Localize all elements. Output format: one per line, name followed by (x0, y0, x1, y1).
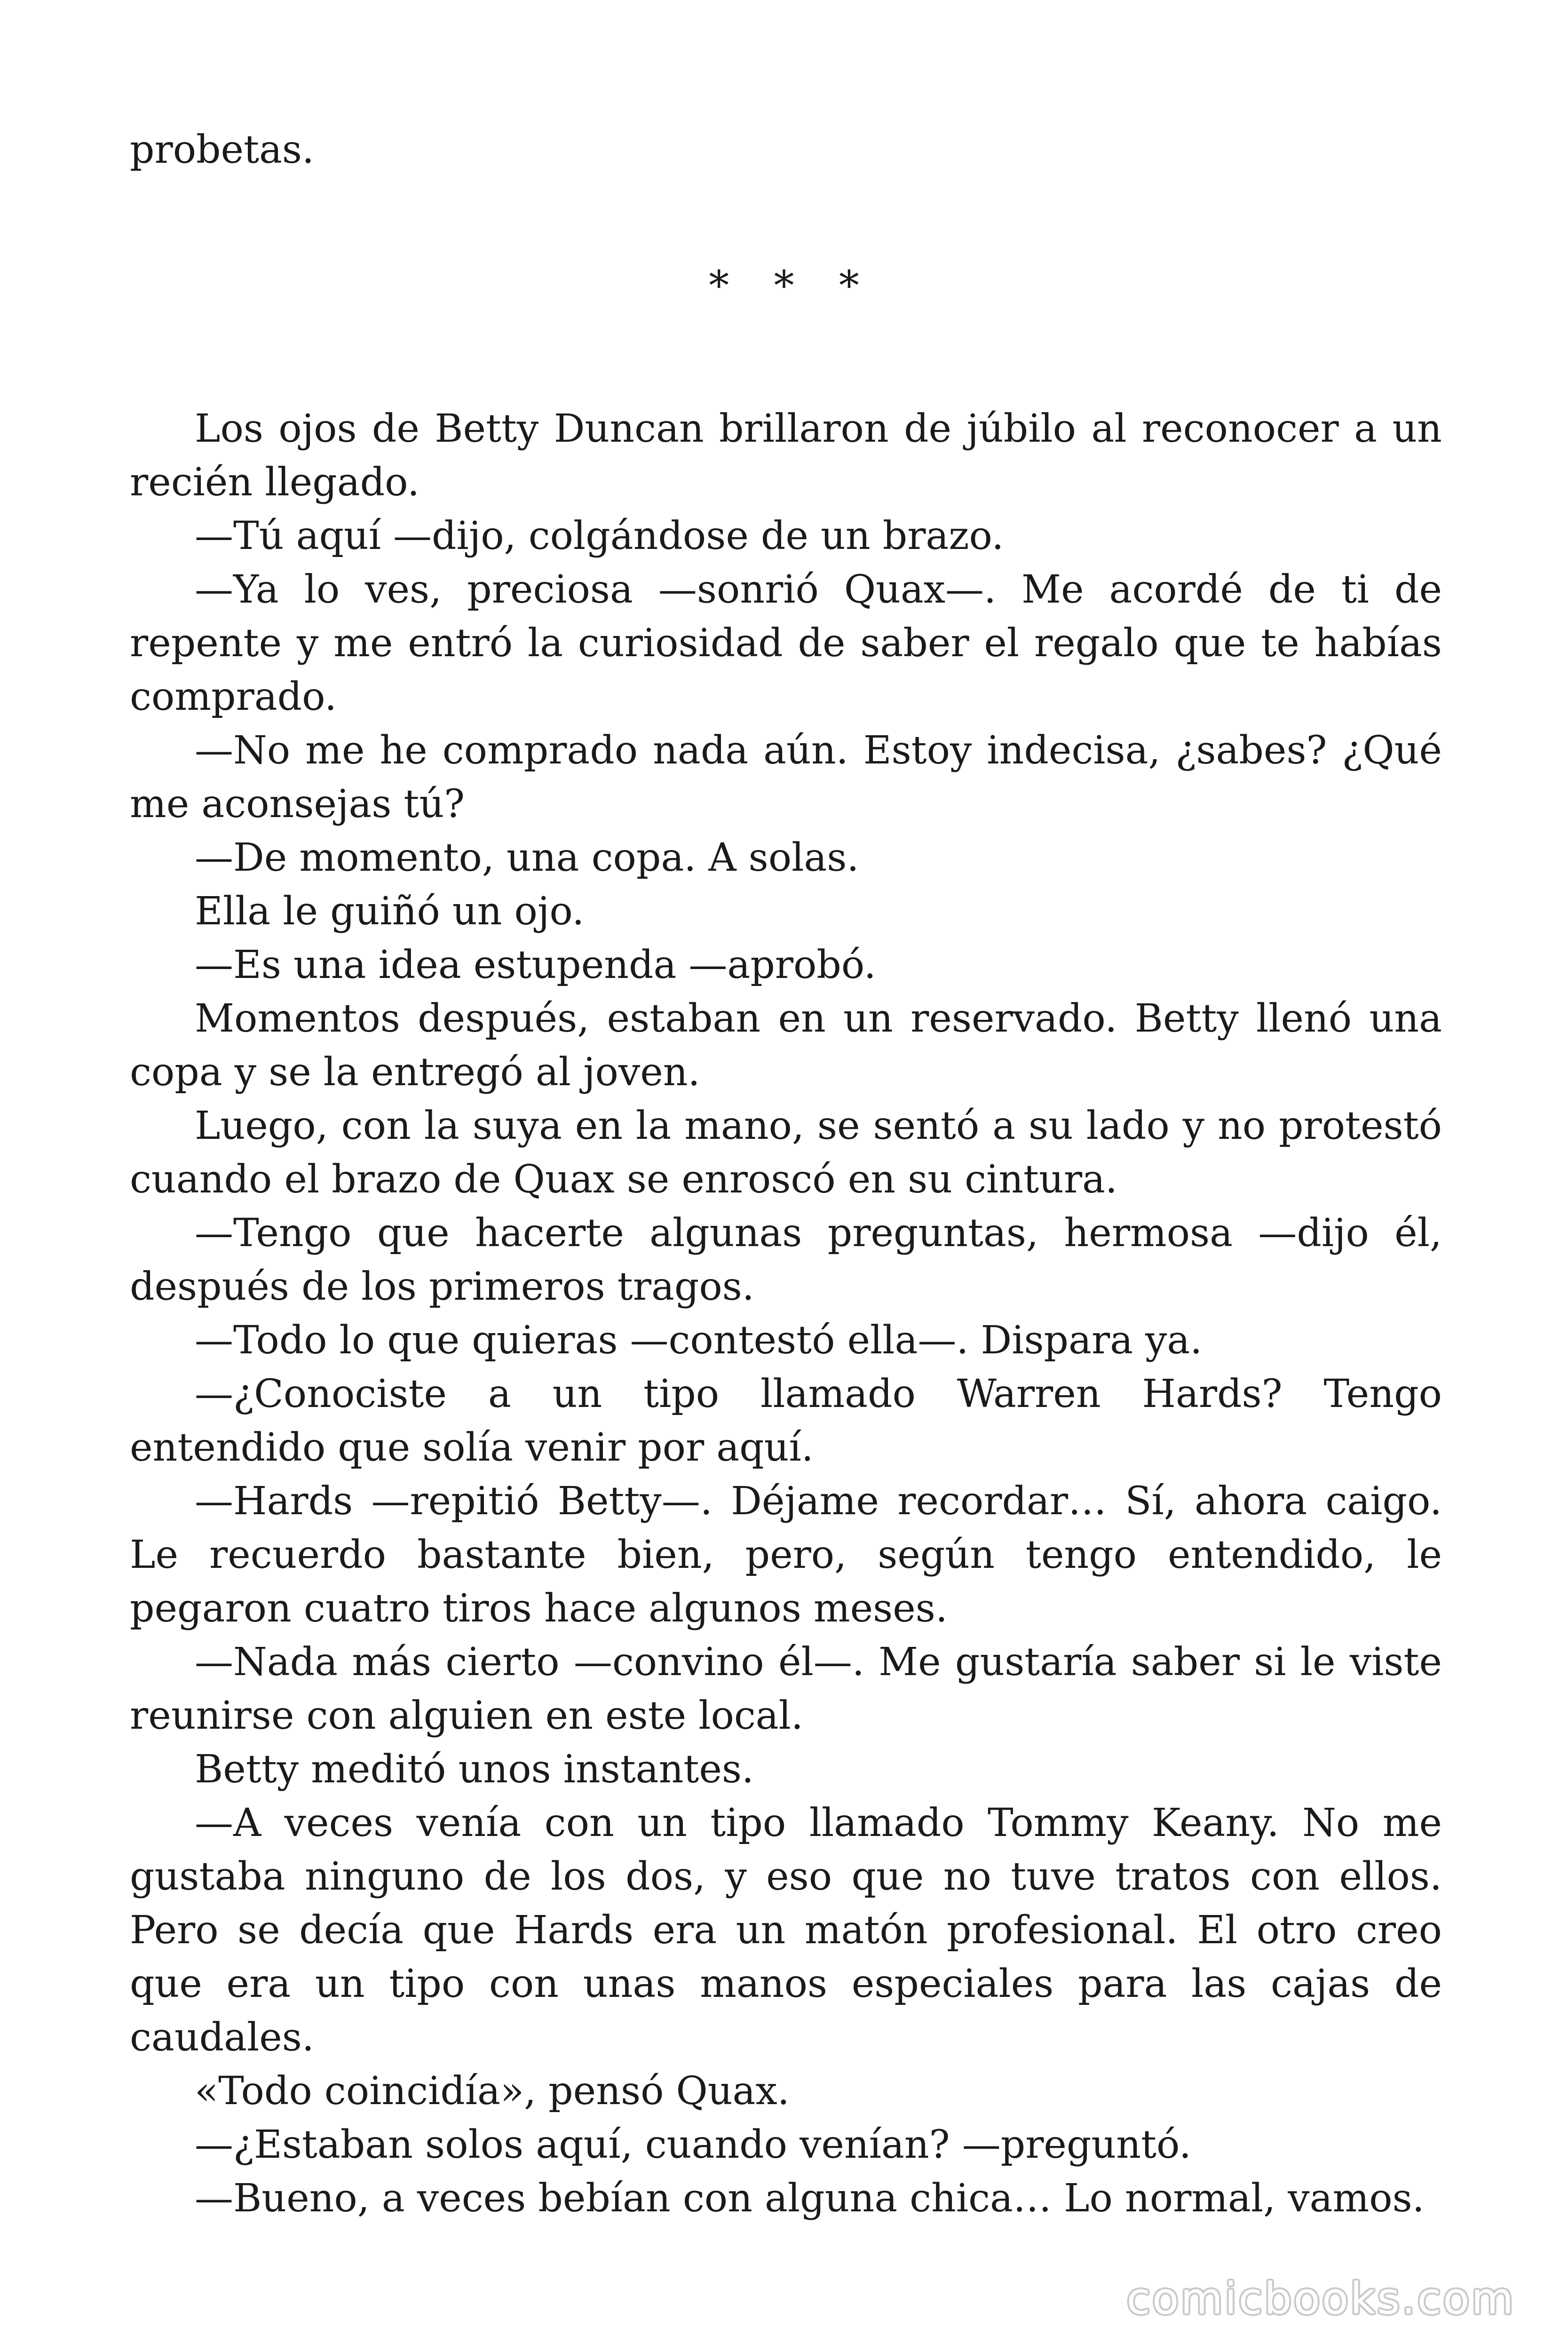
paragraph: —Nada más cierto —convino él—. Me gustaría saber si le viste reunirse con alguien en este local. (130, 1640, 1442, 1738)
paragraph: —No me he comprado nada aún. Estoy indecisa, ¿sabes? ¿Qué me aconsejas tú? (130, 728, 1442, 826)
paragraph: —De momento, una copa. A solas. (195, 835, 859, 880)
paragraph: —Tengo que hacerte algunas preguntas, hermosa —dijo él, después de los primeros tragos. (130, 1211, 1442, 1309)
scene-break: * * * (709, 262, 875, 310)
body-text (130, 402, 1442, 2225)
paragraph: —¿Estaban solos aquí, cuando venían? —preguntó. (195, 2122, 1191, 2167)
paragraph: —A veces venía con un tipo llamado Tommy Keany. No me gustaba ninguno de los dos, y eso que no tuve tratos con ellos. Pero se decía que Hards era un matón profesional. El otro creo que era un tipo con unas manos especiales para las cajas de caudales. (130, 1801, 1442, 2060)
paragraph: —Ya lo ves, preciosa —sonrió Quax—. Me acordé de ti de repente y me entró la curiosidad de saber el regalo que te habías comprado. (130, 567, 1442, 719)
paragraph: —Bueno, a veces bebían con alguna chica… Lo normal, vamos. (195, 2176, 1425, 2221)
watermark: comicbooks.com (1126, 2273, 1515, 2324)
paragraph: —Hards —repitió Betty—. Déjame recordar… Sí, ahora caigo. Le recuerdo bastante bien, pero, según tengo entendido, le pegaron cuatro tiros hace algunos meses. (130, 1479, 1442, 1631)
paragraph: Betty meditó unos instantes. (195, 1747, 754, 1792)
paragraph: probetas. (130, 127, 315, 172)
paragraph: —Todo lo que quieras —contestó ella—. Dispara ya. (195, 1318, 1203, 1363)
paragraph: —Es una idea estupenda —aprobó. (195, 943, 876, 987)
paragraph: —Tú aquí —dijo, colgándose de un brazo. (195, 514, 1004, 558)
paragraph: Los ojos de Betty Duncan brillaron de júbilo al reconocer a un recién llegado. (130, 406, 1442, 505)
paragraph: Ella le guiñó un ojo. (195, 889, 585, 934)
paragraph: Luego, con la suya en la mano, se sentó a su lado y no protestó cuando el brazo de Quax se enroscó en su cintura. (130, 1104, 1442, 1202)
paragraph: Momentos después, estaban en un reservado. Betty llenó una copa y se la entregó al joven. (130, 996, 1442, 1095)
continuation-line (130, 123, 1442, 177)
paragraph: «Todo coincidía», pensó Quax. (195, 2069, 790, 2114)
paragraph: —¿Conociste a un tipo llamado Warren Hards? Tengo entendido que solía venir por aquí. (130, 1372, 1442, 1470)
